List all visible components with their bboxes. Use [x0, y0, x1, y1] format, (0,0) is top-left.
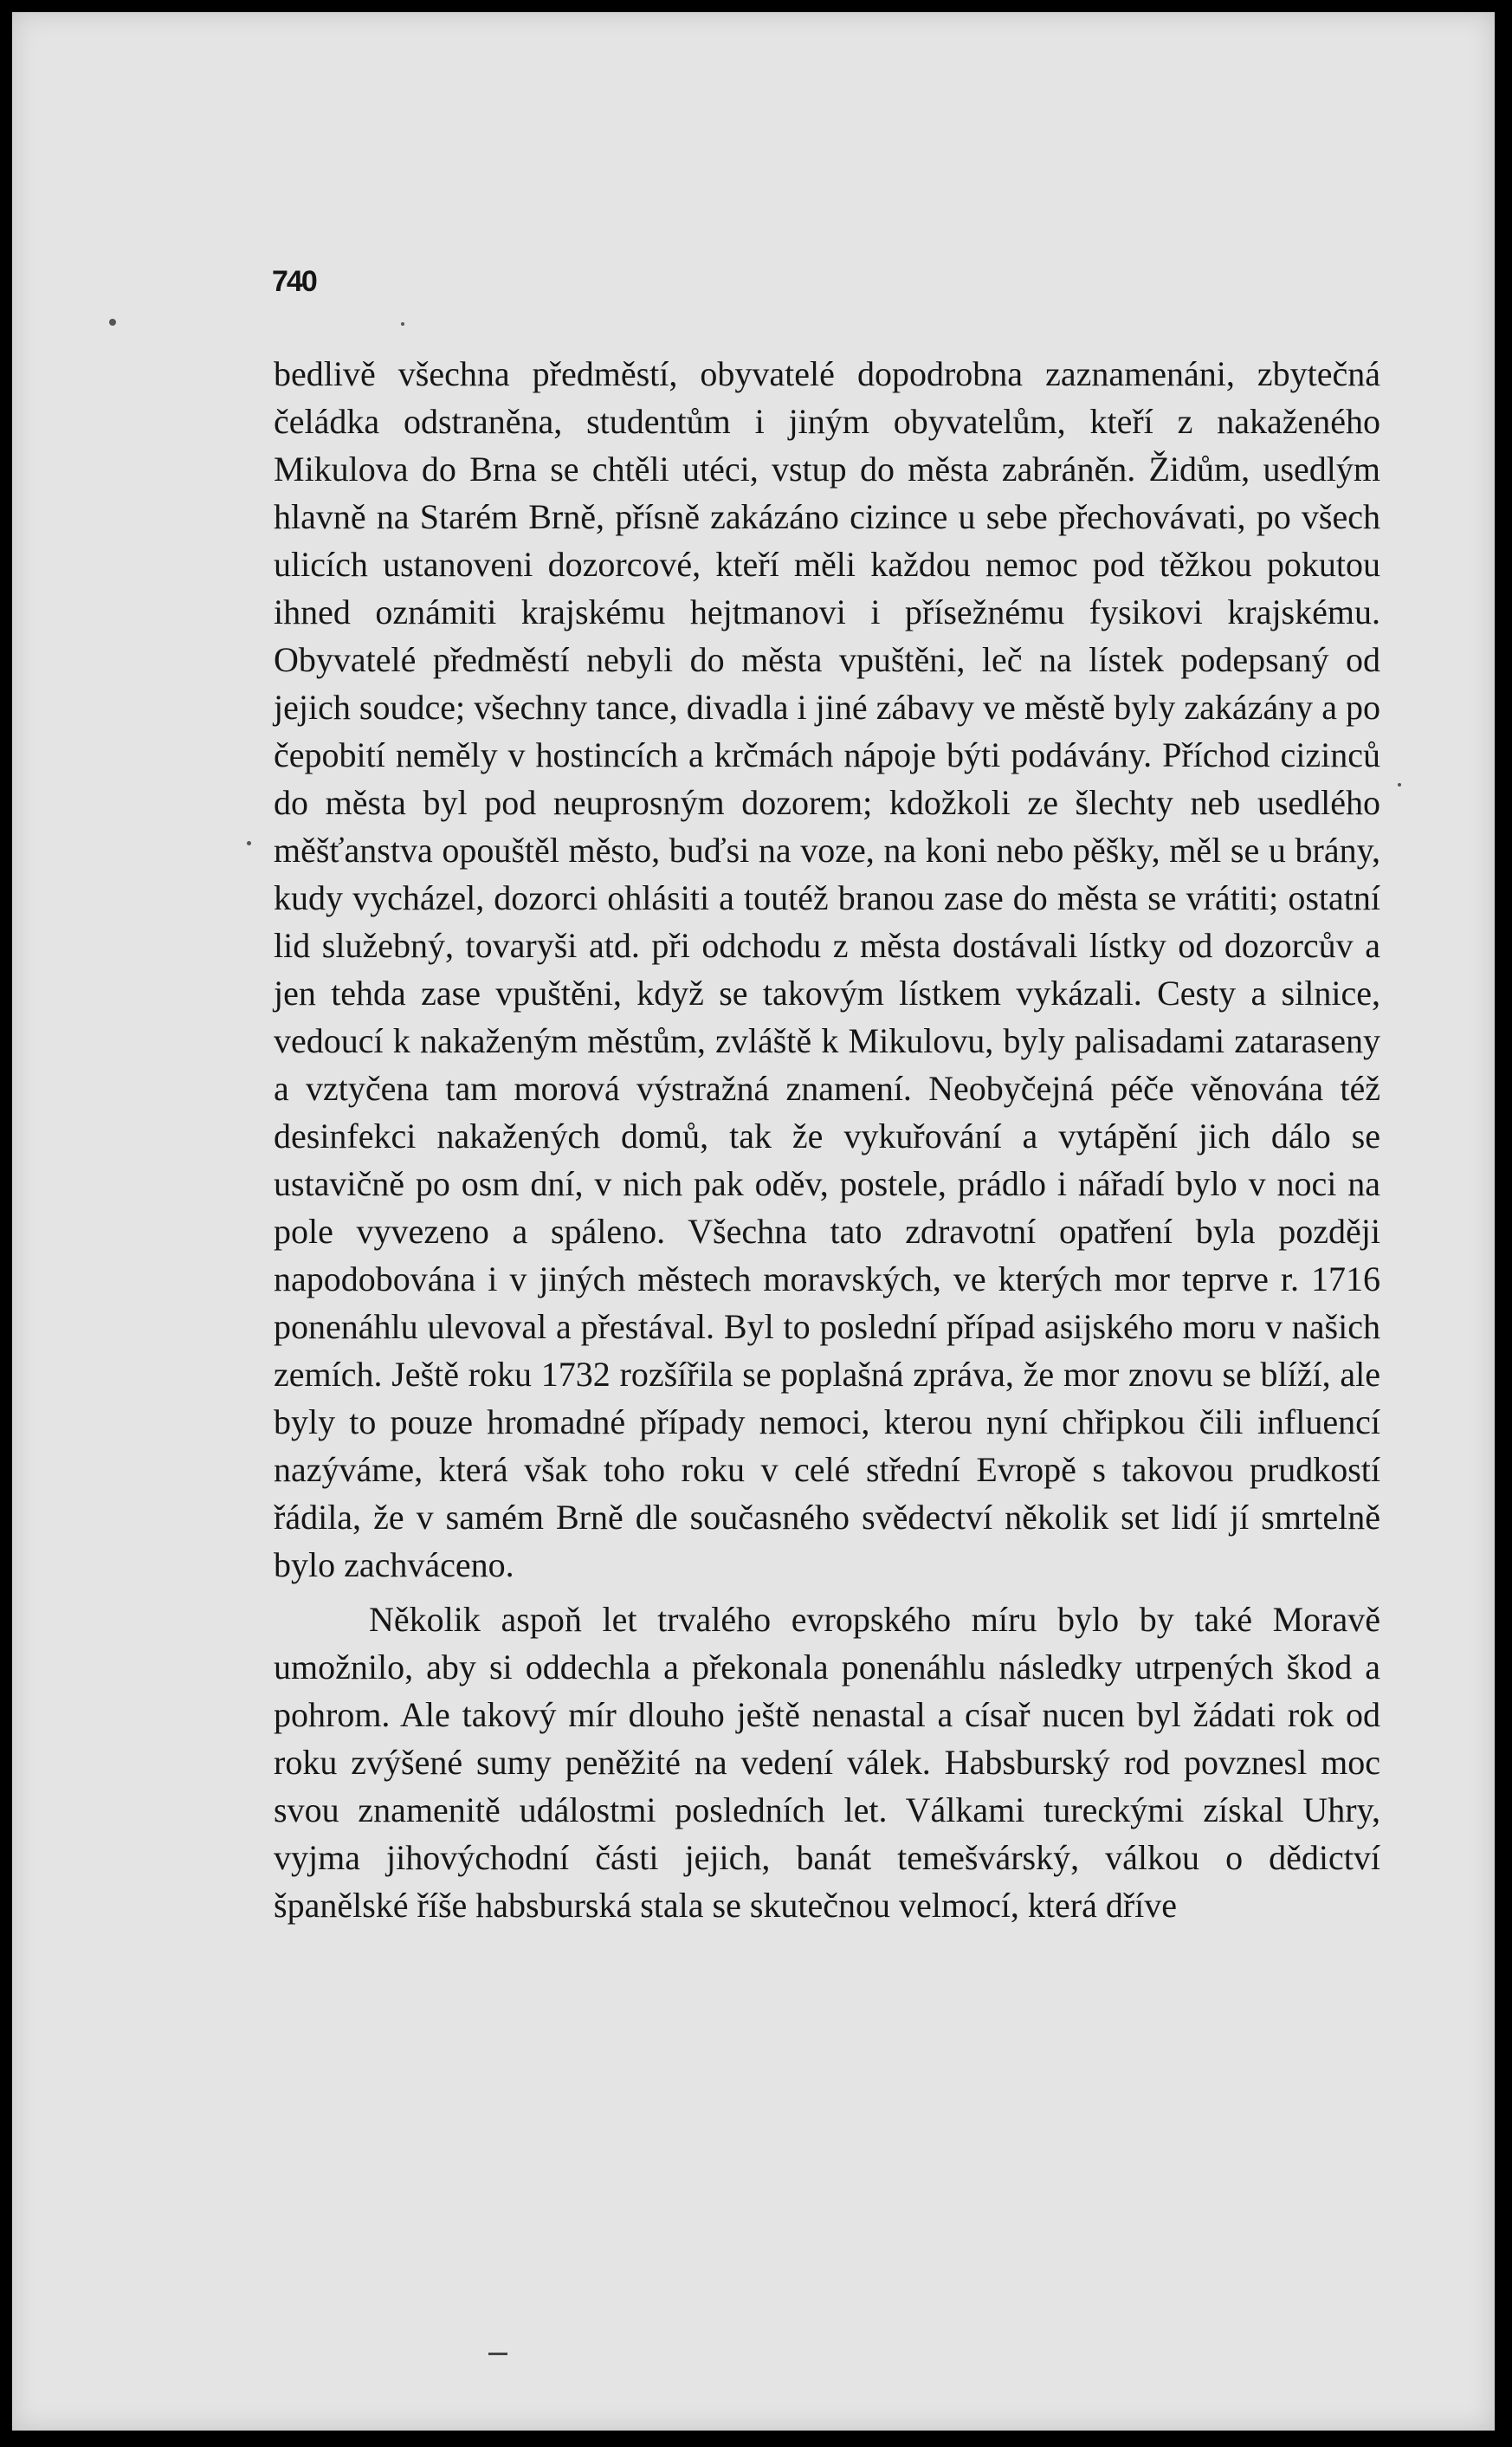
paragraph-1: bedlivě všechna předměstí, obyvatelé dopodrobna zaznamenáni, zbytečná čeládka odstraněna, studentům i jiným obyvatelům, kteří z nakaženého Mikulova do Brna se chtěli utéci, vstup do města zabráněn. Židům, usedlým hlavně na Starém Brně, přísně zakázáno cizince u sebe přechovávati, po všech ulicích ustanoveni dozorcové, kteří měli každou nemoc pod těžkou pokutou ihned oznámiti krajskému hejtmanovi i přísežnému fysikovi krajskému. Obyvatelé předměstí nebyli do města vpuštěni, leč na lístek podepsaný od jejich soudce; všechny tance, divadla i jiné zábavy ve městě byly zakázány a po čepobití neměly v hostincích a krčmách nápoje býti podávány. Příchod cizinců do města byl pod neuprosným dozorem; kdožkoli ze šlechty neb usedlého měšťanstva opouštěl město, buďsi na voze, na koni nebo pěšky, měl se u brány, kudy vycházel, dozorci ohlásiti a toutéž branou zase do města se vrátiti; ostatní lid služebný, tovaryši atd. při odchodu z města dostávali lístky od dozorcův a jen tehda zase vpuštěni, když se takovým lístkem vykázali. Cesty a silnice, vedoucí k nakaženým městům, zvláště k Mikulovu, byly palisadami zataraseny a vztyčena tam morová výstražná znamení. Neobyčejná péče věnována též desinfekci nakažených domů, tak že vykuřování a vytápění jich dálo se ustavičně po osm dní, v nich pak oděv, postele, prádlo i nářadí bylo v noci na pole vyvezeno a spáleno. Všechna tato zdravotní opatření byla později napodobována i v jiných městech moravských, ve kterých mor teprve r. 1716 ponenáhlu ulevoval a přestával. Byl to poslední případ asijského moru v našich zemích. Ještě roku 1732 rozšířila se poplašná zpráva, že mor znovu se blíží, ale byly to pouze hromadné případy nemoci, kterou nyní chřipkou čili influencí nazýváme, která však toho roku v celé střední Evropě s takovou prudkostí řádila, že v samém Brně dle současného svědectví několik set lidí jí smrtelně bylo zachváceno. [274, 354, 1380, 1584]
ink-speck [1398, 783, 1401, 787]
book-page [12, 12, 1495, 2431]
ink-speck [247, 841, 251, 845]
ink-speck [109, 319, 116, 326]
body-text [274, 350, 1380, 1929]
page-number: 740 [272, 265, 316, 298]
ink-dash [488, 2353, 507, 2355]
ink-speck [401, 322, 404, 326]
paragraph-2: Několik aspoň let trvalého evropského míru bylo by také Moravě umožnilo, aby si oddechla a překonala ponenáhlu následky utrpených škod a pohrom. Ale takový mír dlouho ještě nenastal a císař nucen byl žádati rok od roku zvýšené sumy peněžité na vedení válek. Habsburský rod povznesl moc svou znamenitě událostmi posledních let. Válkami tureckými získal Uhry, vyjma jihovýchodní části jejich, banát temešvárský, válkou o dědictví španělské říše habsburská stala se skutečnou velmocí, která dříve [274, 1600, 1380, 1925]
